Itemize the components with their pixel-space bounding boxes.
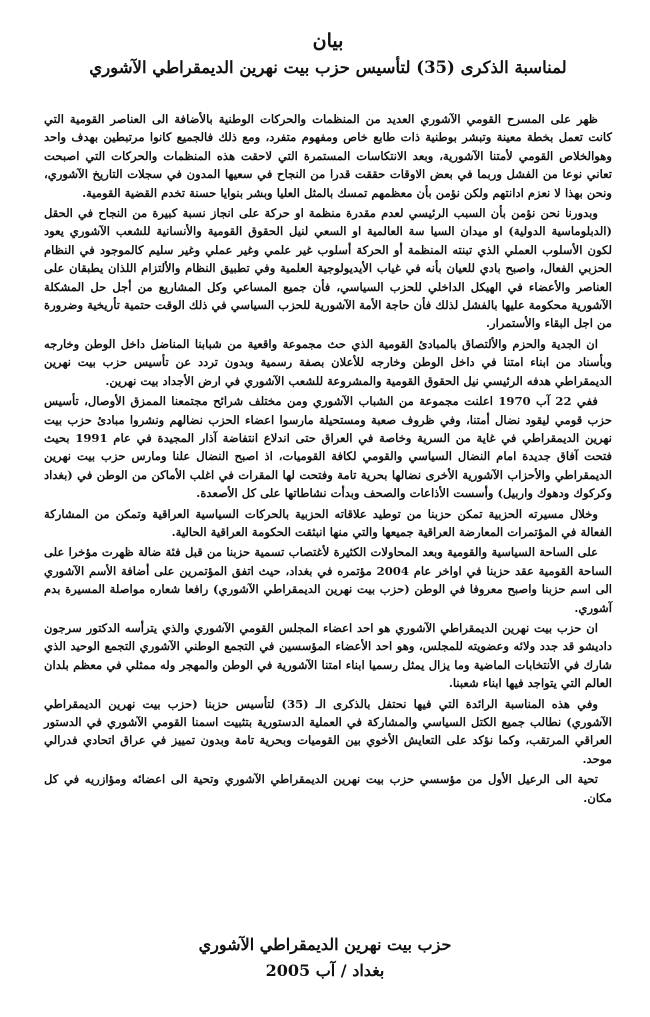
statement-title: بيان	[312, 30, 344, 52]
paragraph-5: وخلال مسيرته الحزبية تمكن حزبنا من توطيد علاقاته الحزبية بالحركات السياسية العراقية وتمكن من المشاركة الفعالة في المؤتمرات المعارضة العراقية جميعها والتي منها انبثقت الحكومة العراقية الحالية.	[44, 506, 612, 539]
paragraph-4: ففي 22 آب 1970 اعلنت مجموعة من الشباب الآشوري ومن مختلف شرائح مجتمعنا الممزق الأوصال، تأسيس حزب قومي ليقود نضال أمتنا، وفي ظروف صعبة ومستحيلة مارسوا اعضاء الحزب نضالهم ونشروا مبادئ حزب بيت نهرين الديمقراطي في غاية من السرية وخاصة في العراق حتى اندلاع انتفاضة آذار المجيدة في عام 1991 بحيث فتحت آفاق جديدة امام النضال السياسي والقومي لكافة القوميات، اذ اصبح النضال علنا ومارس حزب بيت نهرين الديمقراطي والأحزاب الآشورية الأخرى نضالها بحرية تامة وفتحت لها المقرات في اغلب الأماكن من الوطن في (بغداد وكركوك ودهوك واربيل) وأسست الأذاعات والصحف وبدأت نشاطاتها على كل الأصعدة.	[44, 394, 612, 501]
signature-block	[0, 932, 650, 984]
paragraph-3: ان الجدية والحزم والألتصاق بالمبادئ القومية الذي حث مجموعة واقعية من شبابنا المناضل داخل الوطن وخارجه وبأسناد من ابناء امتنا في داخل الوطن وخارجه للأعلان بصفة رسمية وبدون تردد عن تأسيس حزب بيت نهرين الديمقراطي هدفه الرئيسي نيل الحقوق القومية والمشروعة للشعب الآشوري في ارض الأجداد بيت نهرين.	[44, 336, 612, 388]
signature-place-date: بغداد / آب 2005	[265, 961, 385, 980]
signature-party: حزب بيت نهرين الديمقراطي الآشوري	[198, 935, 452, 954]
paragraph-6: على الساحة السياسية والقومية وبعد المحاولات الكثيرة لأغتصاب تسمية حزبنا من قبل فئة ضالة ظهرت مؤخرا على الساحة القومية عقد حزبنا في اواخر عام 2004 مؤتمره في بغداد، حيث اتفق المؤتمرين على أضافة الأسم الآشوري الى اسم حزبنا واصبح معروفا في الوطن (حزب بيت نهرين الديمقراطي الآشوري) رافعا شعاره مواصلة المسيرة بدم آشوري.	[44, 545, 612, 615]
paragraph-9: تحية الى الرعيل الأول من مؤسسي حزب بيت نهرين الديمقراطي الآشوري وتحية الى اعضائه ومؤازريه في كل مكان.	[44, 772, 612, 805]
statement-body	[44, 110, 612, 807]
statement-subtitle: لمناسبة الذكرى (35) لتأسيس حزب بيت نهرين الديمقراطي الآشوري	[89, 58, 567, 77]
paragraph-1: ظهر على المسرح القومي الآشوري العديد من المنظمات والحركات الوطنية بالأضافة الى العناصر القومية التي كانت تعمل بخطة معينة وتبشر بوطنية ذات طابع خاص ومفهوم متفرد، ومع ذلك فالجميع كانوا مرتبطين بهدف واحد وهوالخلاص القومي لأمتنا الآشورية، وبعد الانتكاسات المستمرة التي لاحقت هذه المنظمات والحركات التي اصبحت تعاني نوعا من الفشل وربما في بعض الاوقات حققت قدرا من النجاح في سعيها المدون في سجلات التاريخ الآشوري، ونحن بهذا لا نعزم ادانتهم ولكن نؤمن بأن معظمهم تمسك بالمثل العليا وبشر بنوايا حسنة تخدم القضية القومية.	[44, 112, 612, 200]
paragraph-7: ان حزب بيت نهرين الديمقراطي الآشوري هو احد اعضاء المجلس القومي الآشوري والذي يترأسه الدكتور سرجون داديشو قد جدد ولائه وعضويته للمجلس، وهو احد الأعضاء المؤسسين في التجمع الوطني الآشوري التجمع الوحيد الذي شارك في الأنتخابات الماضية وما يزال يمثل رسميا ابناء امتنا الآشورية في الوطن والمهجر وله ممثلي في معظم بلدان العالم التي يتواجد فيها ابناء شعبنا.	[44, 620, 612, 691]
paragraph-2: وبدورنا نحن نؤمن بأن السبب الرئيسي لعدم مقدرة منظمة او حركة على انجاز نسبة كبيرة من النجاح في الحقل (الدبلوماسية الدولية) او ميدان السيا سة العالمية او السعي لنيل الحقوق القومية والأنسانية للشعب الآشوري يعود لكون الأسلوب العملي الذي تبنته المنظمة أو الحركة أسلوب غير علمي وغير عملي وغير سليم كالموجود في النظام الحزبي الفعال، واصبح بادي للعيان بأنه في غياب الأيديولوجية العلمية وفي تطبيق النظام والألتزام اللذان يطبقان على العناصر والأعضاء في الهيكل الداخلي للحزب السياسي، فأن جميع المساعي وكل المشاريع من أجل حل المشكلة الآشورية محكومة عليها بالفشل لذلك فأن حاجة الأمة الآشورية للحزب السياسي في ذلك الوقت حتمية تأريخية وضرورة من اجل البقاء والأستمرار.	[44, 206, 612, 331]
paragraph-8: وفي هذه المناسبة الرائدة التي فيها نحتفل بالذكرى الـ (35) لتأسيس حزبنا (حزب بيت نهرين الديمقراطي الآشوري) نطالب جميع الكتل السياسي والمشاركة في العملية الدستورية بتثبيت اسمنا القومي الآشوري في الدستور العراقي المرتقب، وكما نؤكد على التعايش الأخوي بين القوميات وبحرية تامة وبدون تمييز في عراق اتحادي فدرالي موحد.	[44, 696, 612, 766]
